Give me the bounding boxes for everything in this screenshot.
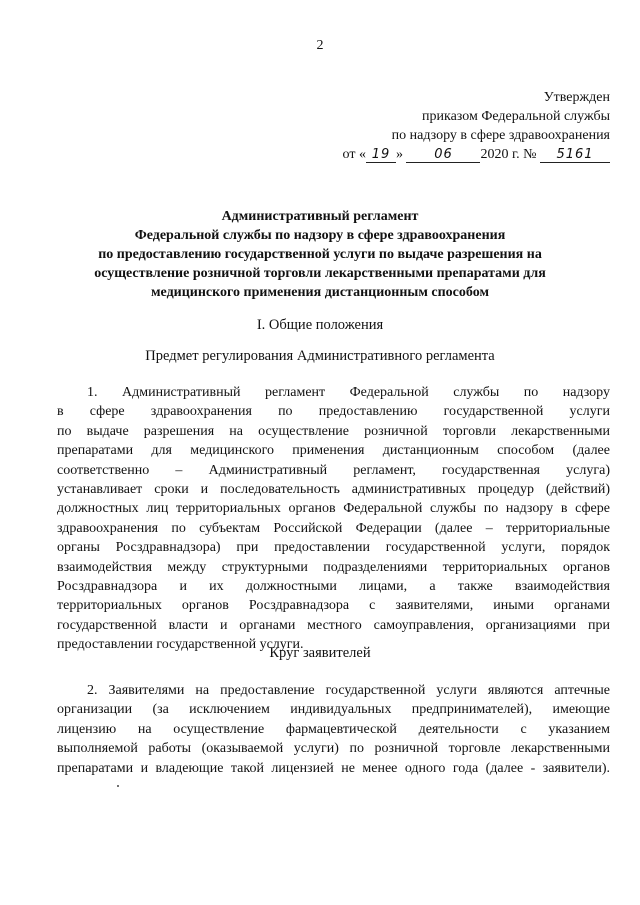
para1-line: в сфере здравоохранения по предоставлению государственной услуги [57, 404, 610, 420]
para2-line: организации (за исключением индивидуальных предпринимателей), имеющие [57, 702, 610, 718]
para1-line: препаратами для медицинского применения дистанционным способом (далее [57, 443, 610, 459]
para1-line: здравоохранения по субъектам Российской Федерации (далее – территориальные [57, 520, 610, 536]
date-year: 2020 г. № [480, 147, 537, 162]
para2-line: лицензию на осуществление фармацевтической деятельности с указанием [57, 721, 610, 737]
para1-line: взаимодействия между структурными подразделениями территориальных органов [57, 559, 610, 575]
date-day-handwritten: 19 [366, 148, 396, 163]
title-line-5: медицинского применения дистанционным способом [151, 285, 489, 300]
para1-line: 1. Административный регламент Федеральной службы по надзору [87, 385, 610, 400]
scan-speck [117, 785, 119, 787]
para1-line: соответственно – Административный регламент, государственная услуга) [57, 462, 610, 478]
para1-line: органы Росздравнадзора) при предоставлении государственной услуги, порядок [57, 540, 610, 556]
approval-date-line [330, 145, 610, 164]
paragraph-1 [57, 383, 610, 654]
para1-line: территориальных органов Росздравнадзора с заявителями, иными органами [57, 598, 610, 614]
paragraph-2 [57, 681, 610, 778]
para1-line: должностных лиц территориальных органов Федеральной службы по надзору в сфере [57, 501, 610, 517]
order-number-handwritten: 5161 [540, 148, 610, 163]
title-line-1: Административный регламент [221, 209, 419, 224]
approval-line-3: по надзору в сфере здравоохранения [391, 128, 610, 143]
date-prefix: от « [342, 147, 366, 162]
title-line-2: Федеральной службы по надзору в сфере здравоохранения [134, 228, 506, 243]
approval-line-1: Утвержден [543, 90, 610, 105]
approval-block [330, 88, 610, 164]
para1-line: предоставлении государственной услуги. [57, 637, 304, 653]
para2-line: 2. Заявителями на предоставление государственной услуги являются аптечные [87, 683, 610, 698]
subsection-heading-subject: Предмет регулирования Административного регламента [145, 348, 495, 364]
subsection-heading-applicants: Круг заявителей [269, 645, 371, 661]
date-month-handwritten: 06 [406, 148, 480, 163]
page-number: 2 [316, 38, 324, 53]
para2-line: препаратами и владеющие такой лицензией не менее одного года (далее - заявители). [57, 760, 610, 776]
para1-line: государственной власти и органами местного самоуправления, организациями при [57, 617, 610, 633]
para1-line: Росздравнадзора и их должностными лицами, а также взаимодействия [57, 578, 610, 594]
section-heading: I. Общие положения [256, 317, 384, 333]
title-line-3: по предоставлению государственной услуги по выдаче разрешения на [98, 247, 542, 262]
date-mid: » [395, 147, 403, 162]
para1-line: устанавливает сроки и последовательность административных процедур (действий) [57, 481, 610, 497]
para1-line: по выдаче разрешения на осуществление розничной торговли лекарственными [57, 423, 610, 439]
document-title [40, 207, 600, 302]
para2-line: выполняемой работы (оказываемой услуги) по розничной торговле лекарственными [57, 741, 610, 757]
approval-line-2: приказом Федеральной службы [422, 109, 610, 124]
title-line-4: осуществление розничной торговли лекарственными препаратами для [94, 266, 546, 281]
